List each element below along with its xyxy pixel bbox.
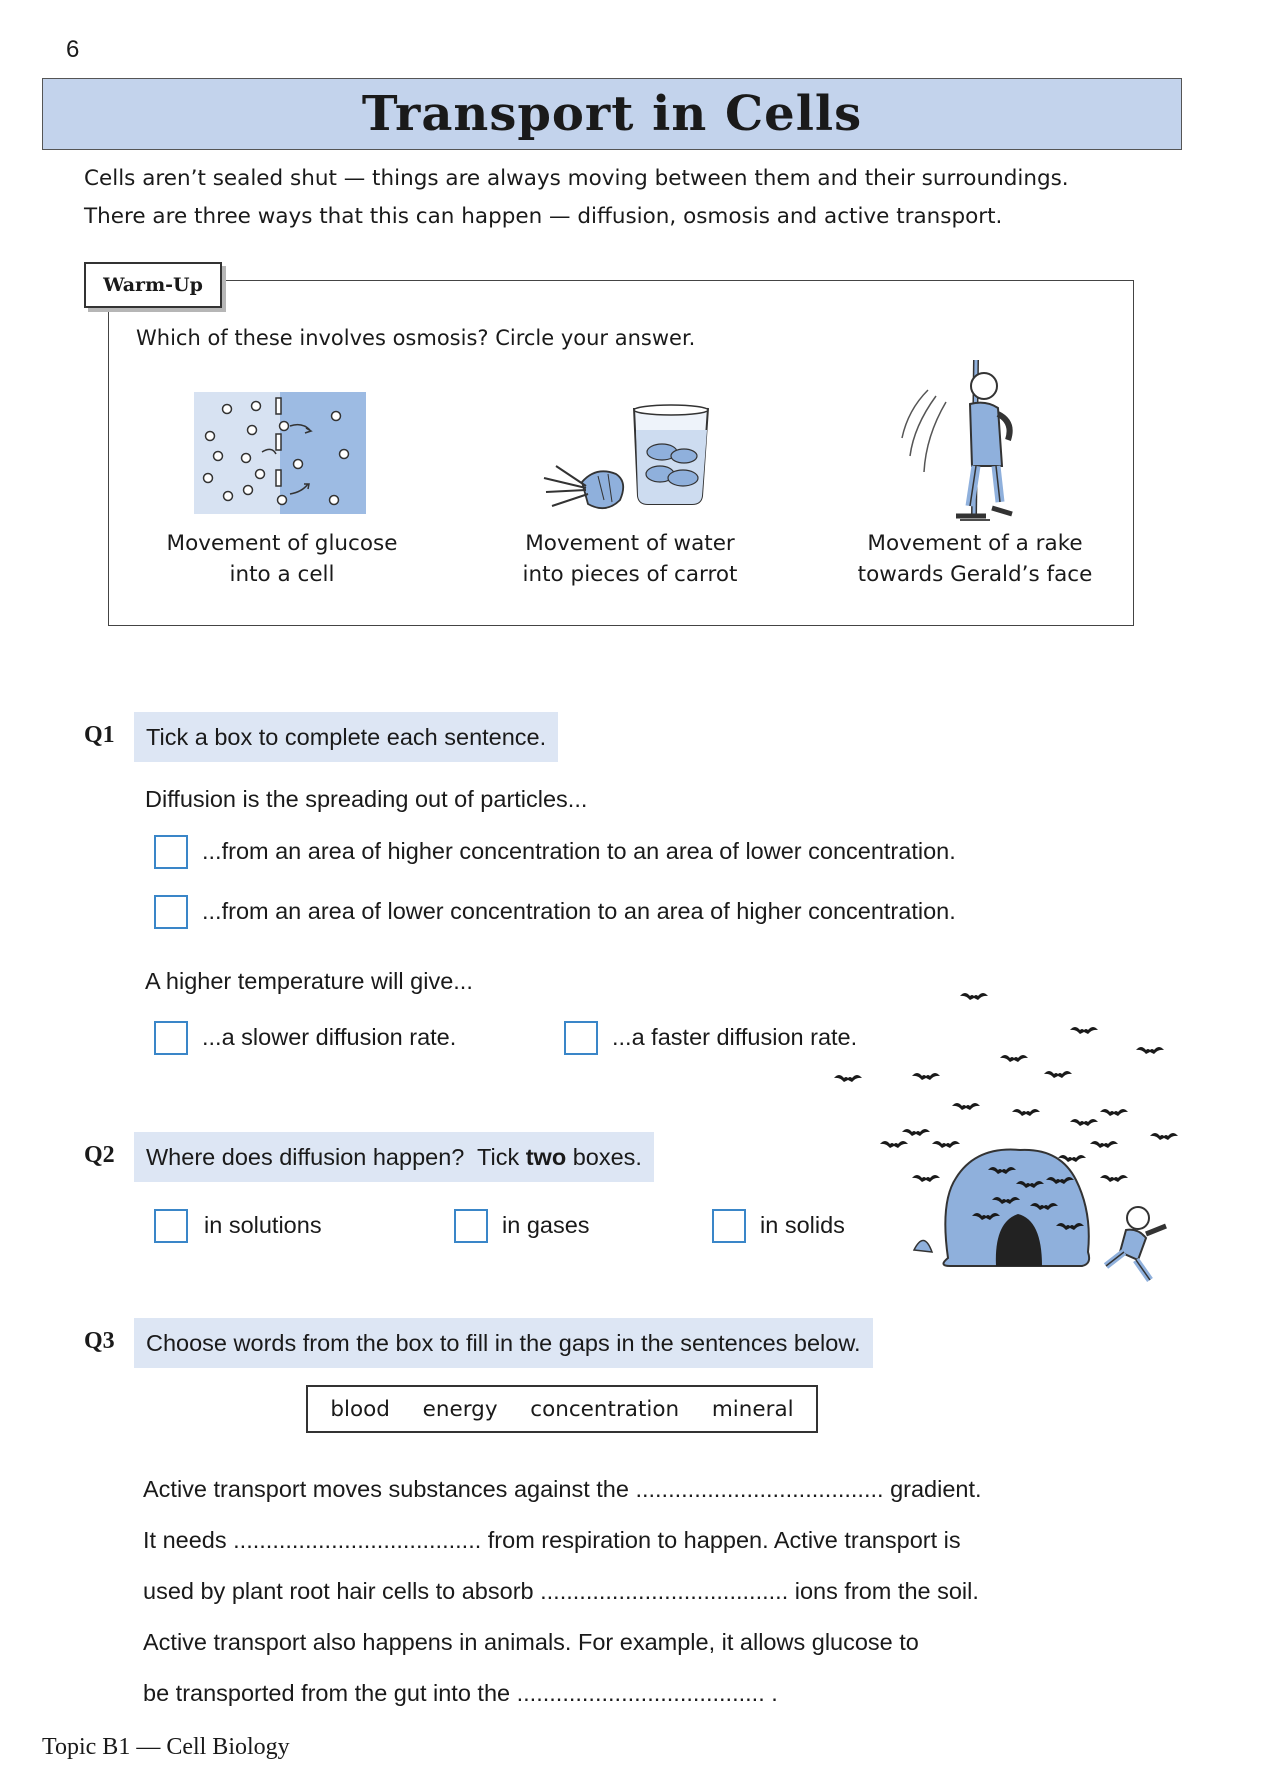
word-concentration: concentration [530, 1396, 680, 1422]
q3-number: Q3 [84, 1328, 115, 1354]
q1-number: Q1 [84, 722, 115, 748]
page-title: Transport in Cells [361, 86, 863, 142]
q1-b-faster-label: ...a faster diffusion rate. [612, 1024, 858, 1050]
q2-gases-label: in gases [502, 1212, 590, 1238]
option-glucose-caption[interactable]: Movement of glucose into a cell [166, 531, 398, 587]
carrot-leaves [544, 466, 588, 506]
carrot-in-water-illustration[interactable] [542, 400, 712, 520]
word-blood: blood [330, 1396, 390, 1422]
intro-line-2: There are three ways that this can happen — diffusion, osmosis and active transport. [84, 204, 1003, 229]
q1-b-slower-checkbox[interactable] [154, 1021, 188, 1055]
body [970, 403, 1002, 466]
q2-number: Q2 [84, 1142, 115, 1168]
inside-cell-region [280, 392, 366, 514]
warmup-tab: Warm-Up [84, 262, 222, 308]
bat-cave-illustration [820, 990, 1200, 1290]
q3-line-3[interactable]: used by plant root hair cells to absorb ...................................... ions from the soil. [143, 1578, 979, 1604]
q2-solids-label: in solids [760, 1212, 845, 1238]
q1-a-option2-label: ...from an area of lower concentration to an area of higher concentration. [202, 898, 956, 924]
q3-line-1[interactable]: Active transport moves substances against the ...................................... gradient. [143, 1476, 982, 1502]
head [971, 373, 997, 399]
q1-b-slower-label: ...a slower diffusion rate. [202, 1024, 457, 1050]
footer-topic: Topic B1 — Cell Biology [42, 1734, 290, 1760]
water [636, 430, 707, 504]
q2-solutions-label: in solutions [204, 1212, 322, 1238]
membrane [276, 398, 281, 486]
q1-a-option2-checkbox[interactable] [154, 895, 188, 929]
carrot [582, 471, 623, 508]
outside-cell-region [194, 392, 280, 514]
q1-a-option1-checkbox[interactable] [154, 835, 188, 869]
gerald-rake-illustration[interactable] [900, 356, 1030, 526]
q1-a-option1-label: ...from an area of higher concentration to an area of lower concentration. [202, 838, 956, 864]
option-carrot-caption[interactable]: Movement of water into pieces of carrot [522, 531, 738, 587]
q3-prompt: Choose words from the box to fill in the gaps in the sentences below. [134, 1318, 873, 1368]
word-mineral: mineral [711, 1396, 794, 1422]
motion-lines [902, 390, 946, 472]
word-energy: energy [422, 1396, 498, 1422]
q2-solids-checkbox[interactable] [712, 1209, 746, 1243]
q1-part-b-stem: A higher temperature will give... [145, 968, 473, 994]
q1-part-a-stem: Diffusion is the spreading out of particles... [145, 786, 588, 812]
q3-line-2[interactable]: It needs ...................................... from respiration to happen. Active transport is [143, 1527, 961, 1553]
q1-b-faster-checkbox[interactable] [564, 1021, 598, 1055]
intro-line-1: Cells aren’t sealed shut — things are always moving between them and their surroundings. [84, 166, 1069, 191]
option-rake-caption[interactable]: Movement of a rake towards Gerald’s face [857, 531, 1093, 587]
q3-line-4: Active transport also happens in animals. For example, it allows glucose to [143, 1629, 919, 1655]
q3-line-5[interactable]: be transported from the gut into the ...................................... . [143, 1680, 778, 1706]
page-number: 6 [66, 36, 80, 63]
q2-prompt: Where does diffusion happen? Tick two boxes. [134, 1132, 654, 1182]
feet [956, 508, 1012, 516]
q1-prompt: Tick a box to complete each sentence. [134, 712, 558, 762]
warmup-question: Which of these involves osmosis? Circle your answer. [136, 326, 696, 350]
glucose-diffusion-illustration[interactable] [194, 392, 366, 514]
q2-solutions-checkbox[interactable] [154, 1209, 188, 1243]
title-banner [42, 78, 1182, 150]
word-bank [306, 1385, 818, 1433]
q2-gases-checkbox[interactable] [454, 1209, 488, 1243]
running-man [1106, 1207, 1166, 1280]
